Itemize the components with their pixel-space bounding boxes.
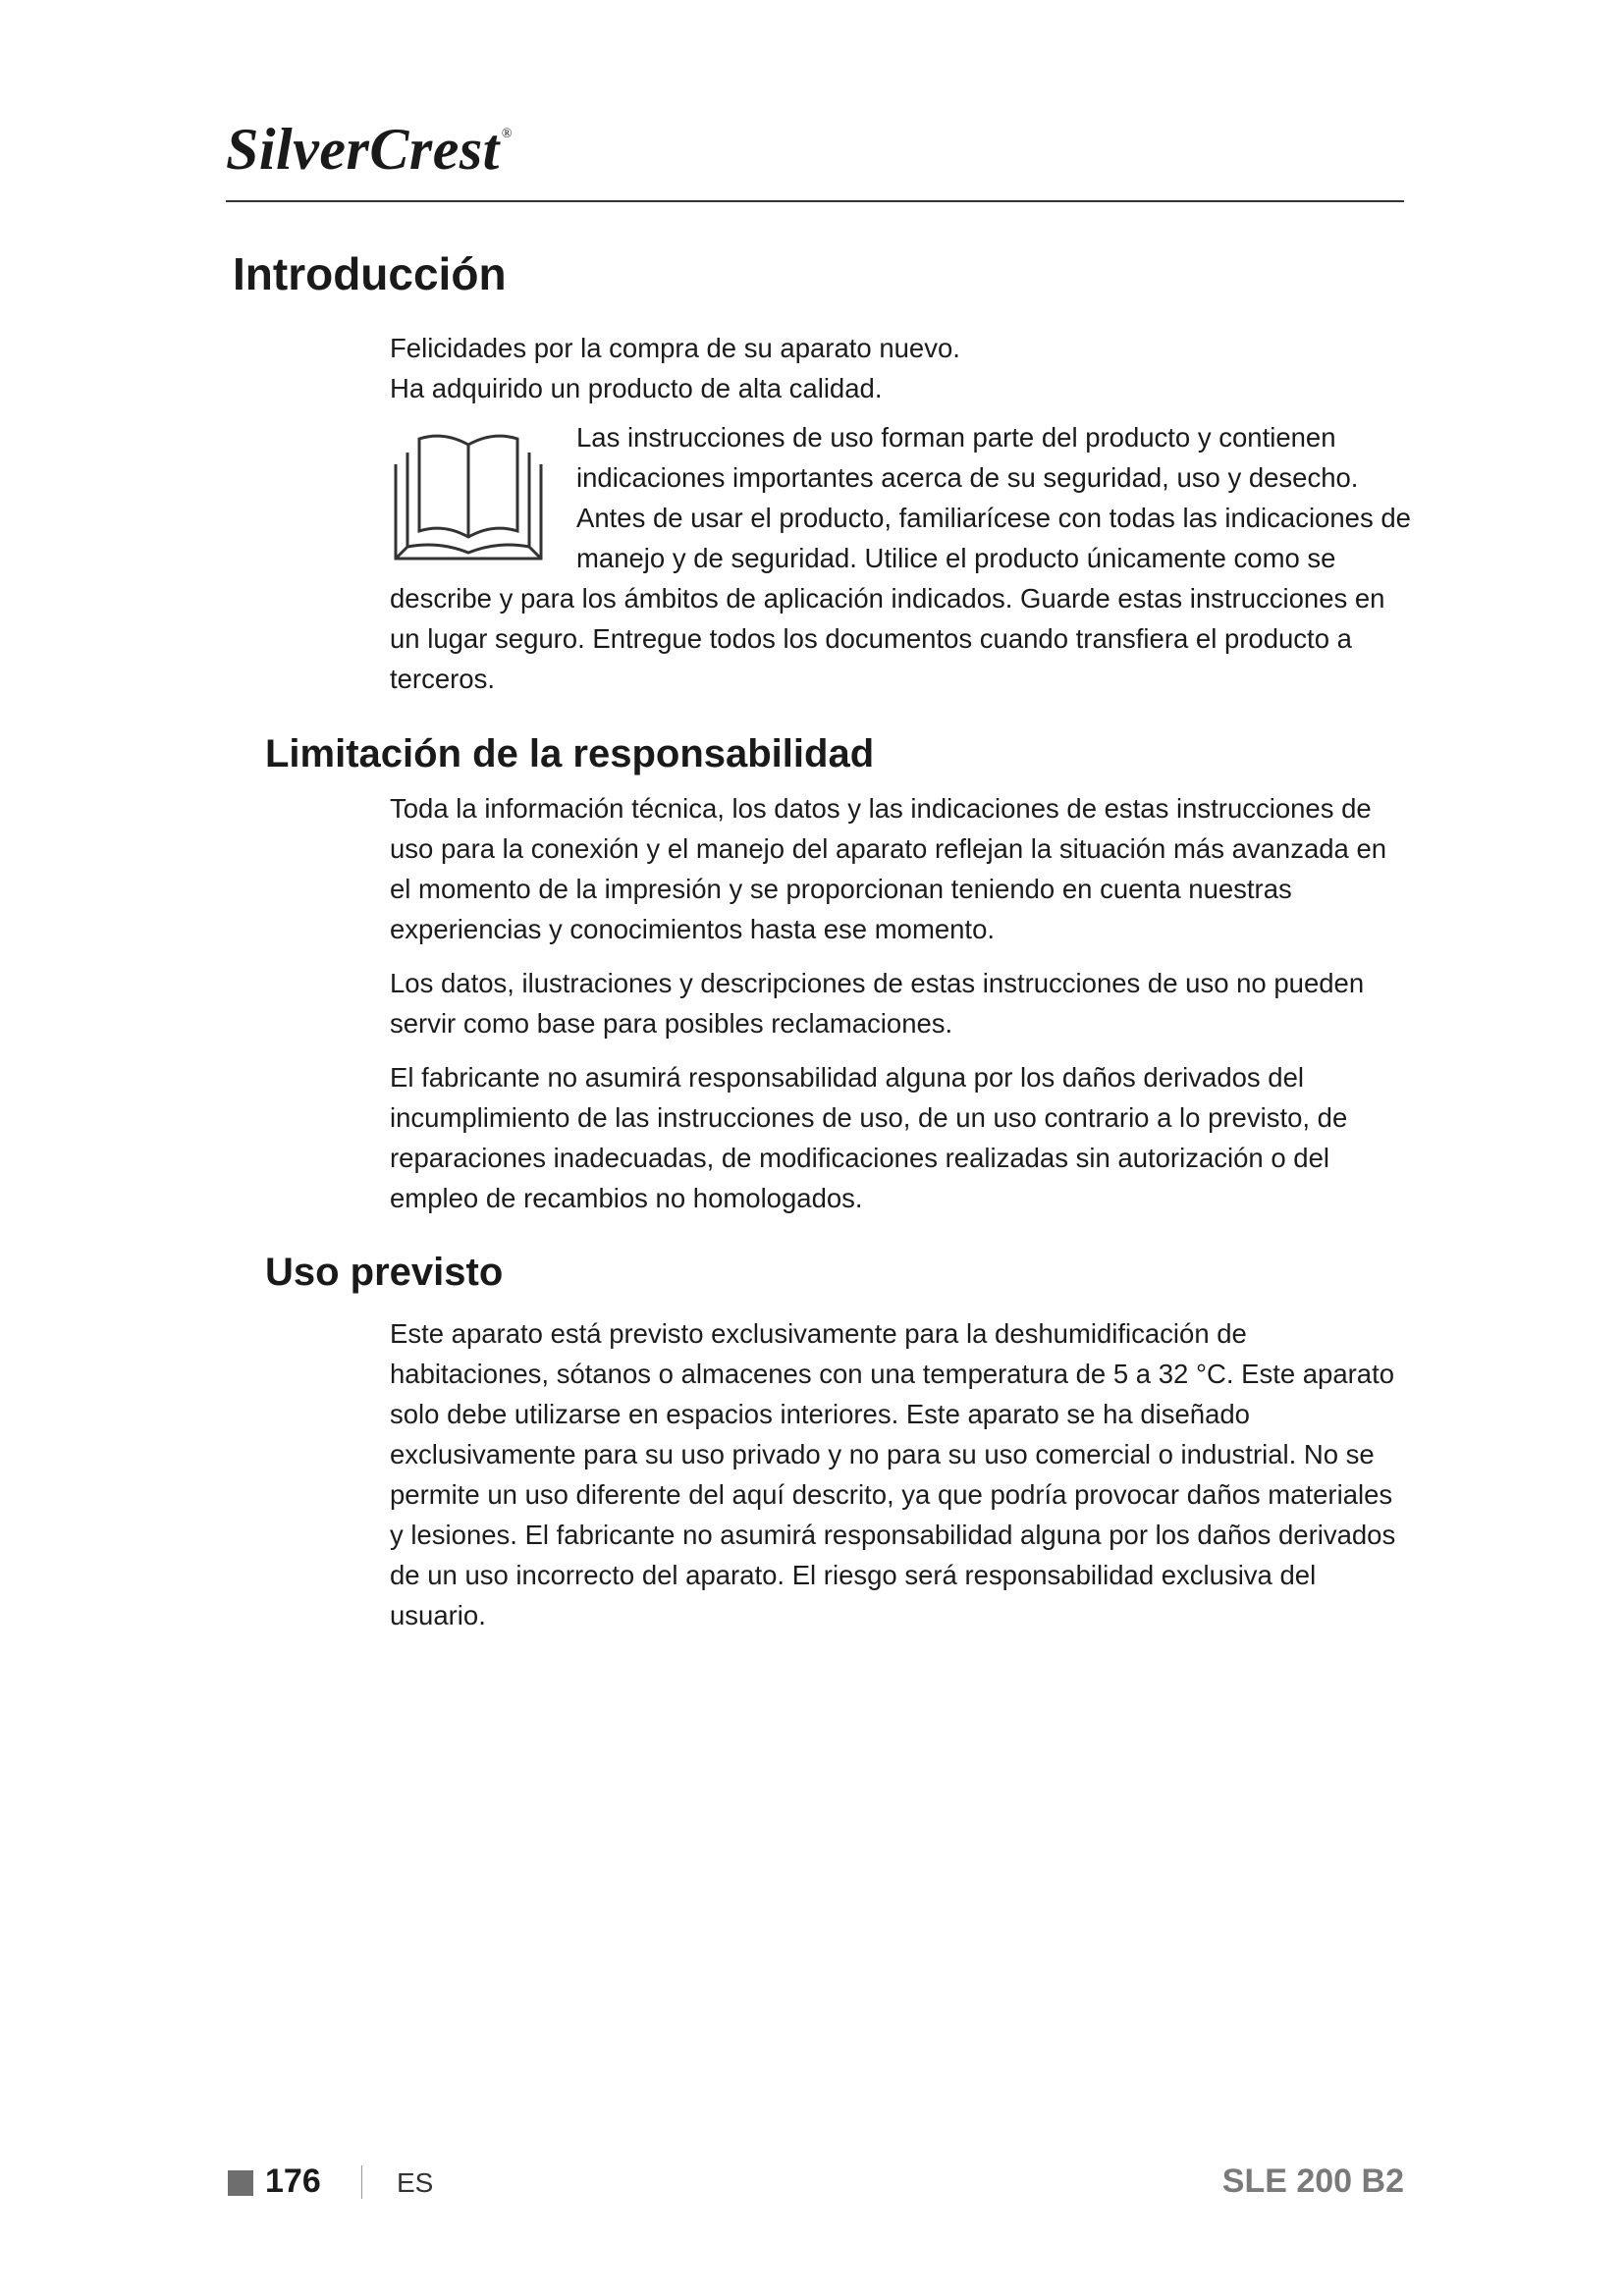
- intro-line: Felicidades por la compra de su aparato nuevo.: [390, 333, 960, 363]
- section-title-intro: Introducción: [233, 248, 507, 299]
- section-title-liability: Limitación de la responsabilidad: [265, 732, 875, 775]
- registered-mark: ®: [501, 127, 513, 141]
- section-title-intended-use: Uso previsto: [265, 1251, 504, 1294]
- open-book-icon: [390, 425, 547, 561]
- footer-marker: [228, 2170, 253, 2196]
- intro-line: Ha adquirido un producto de alta calidad.: [390, 373, 883, 403]
- model-number: SLE 200 B2: [1221, 2163, 1404, 2200]
- page-number: 176: [265, 2163, 321, 2200]
- intended-use-body: [390, 1313, 1411, 1635]
- brand-name: SilverCrest: [226, 117, 500, 182]
- header-rule: [226, 200, 1404, 202]
- language-code: ES: [397, 2167, 434, 2198]
- brand-logo: [226, 117, 513, 182]
- footer-divider: [361, 2165, 362, 2199]
- intro-paragraph: Las instrucciones de uso forman parte del producto y contienen indicaciones importantes acerca de su seguridad, uso y desecho. Antes de usar el producto, familiarícese con todas las indicaciones de manejo y de seguridad. Utilice el producto únicamente como se describe y para los ámbitos de aplicación indicados. Guarde estas instrucciones en un lugar seguro. Entregue todos los documentos cuando transfiera el producto a terceros.: [390, 422, 1411, 694]
- liability-paragraph: Toda la información técnica, los datos y las indicaciones de estas instrucciones de uso para la conexión y el manejo del aparato reflejan la situación más avanzada en el momento de la impresión y se proporcionan teniendo en cuenta nuestras experiencias y conocimientos hasta ese momento.: [390, 793, 1387, 944]
- liability-body: [390, 788, 1411, 1218]
- intended-use-paragraph: Este aparato está previsto exclusivamente para la deshumidificación de habitaciones, sótanos o almacenes con una temperatura de 5 a 32 °C. Este aparato solo debe utilizarse en espacios interiores. Este aparato se ha diseñado exclusivamente para su uso privado y no para su uso comercial o industrial. No se permite un uso diferente del aquí descrito, ya que podría provocar daños materiales y lesiones. El fabricante no asumirá responsabilidad alguna por los daños derivados de un uso incorrecto del aparato. El riesgo será responsabilidad exclusiva del usuario.: [390, 1318, 1396, 1630]
- intro-lines: [390, 328, 1411, 408]
- liability-paragraph: Los datos, ilustraciones y descripciones de estas instrucciones de uso no pueden servir como base para posibles reclamaciones.: [390, 968, 1365, 1039]
- liability-paragraph: El fabricante no asumirá responsabilidad alguna por los daños derivados del incumplimiento de las instrucciones de uso, de un uso contrario a lo previsto, de reparaciones inadecuadas, de modificaciones realizadas sin autorización o del empleo de recambios no homologados.: [390, 1062, 1348, 1213]
- intro-manual-block: [390, 417, 1411, 699]
